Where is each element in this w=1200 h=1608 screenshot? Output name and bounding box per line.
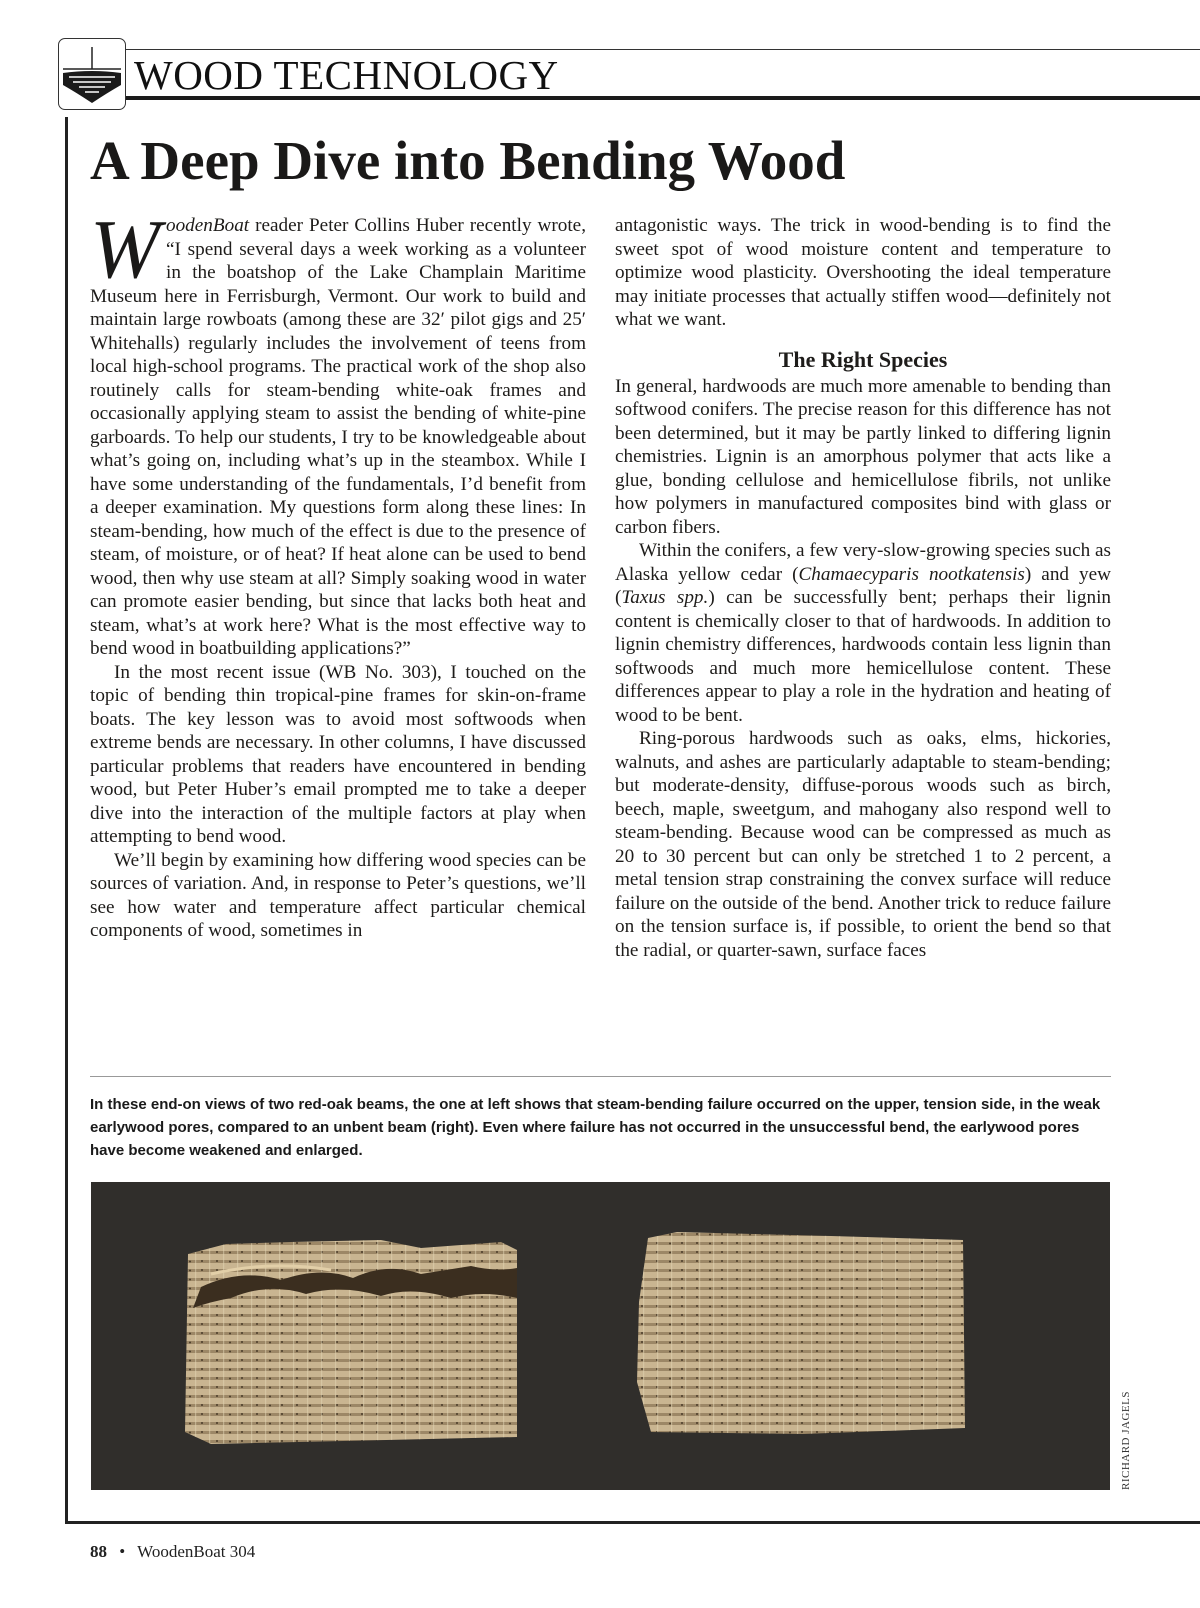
article-column-right bbox=[615, 214, 1111, 962]
boat-logo-icon bbox=[58, 38, 126, 110]
drop-cap: W bbox=[90, 203, 160, 296]
header-rule-top bbox=[118, 49, 1200, 50]
paragraph bbox=[615, 539, 1111, 727]
article-column-left bbox=[90, 203, 586, 943]
paragraph: We’ll begin by examining how differing wood species can be sources of variation. And, in response to Peter’s questions, we’ll see how water and temperature affect particular chemical components of wood, sometimes in bbox=[90, 849, 586, 941]
footer-separator: • bbox=[119, 1542, 126, 1561]
paragraph: In general, hardwoods are much more amenable to bending than softwood conifers. The precise reason for this difference has not been determined, but it may be partly linked to differing lignin chemistries. Lignin is an amorphous polymer that acts like a glue, bonding cellulose and hemicellulose fibrils, not unlike how polymers in manufactured composites bind with glass or carbon fibers. bbox=[615, 375, 1111, 538]
species-name: Chamaecyparis nootkatensis bbox=[798, 563, 1025, 585]
paragraph-text: ) and yew ( bbox=[615, 563, 1111, 608]
paragraph-text: ) can be successfully bent; perhaps their lignin content is chemically closer to that of hardwoods. In addition to lignin chemistry differences, hardwoods contain less lignin than softwoods and much more hemicellulose content. These differences appear to play a role in the hydration and heating of wood to be bent. bbox=[615, 587, 1111, 726]
article-headline: A Deep Dive into Bending Wood bbox=[90, 130, 846, 191]
paragraph-text: Within the conifers, a few very-slow-growing species such as Alaska yellow cedar ( bbox=[615, 540, 1111, 585]
publication-name: oodenBoat bbox=[165, 215, 250, 236]
unbent-beam bbox=[637, 1232, 965, 1434]
oak-beams-photo bbox=[91, 1182, 1110, 1490]
page-frame-left bbox=[65, 117, 68, 1524]
paragraph-text: reader Peter Collins Huber recently wrote, “I spend several days a week working as a volunteer in the boatshop of the Lake Champlain Maritime Museum here in Ferrisburgh, Vermont. Our work to build and maintain large rowboats (among these are 32′ pilot gigs and 25′ Whitehalls) regularly includes the involvement of teens from local high-school programs. The practical work of the shop also routinely calls for steam-bending white-oak frames and occasionally applying steam to assist the bending of white-pine garboards. To help our students, I try to be knowledgeable about what’s going on, including what’s up in the steambox. While I have some understanding of the fundamentals, I’d benefit from a deeper examination. My questions form along these lines: In steam-bending, how much of the effect is due to the presence of steam, of moisture, or of heat? If heat alone can be used to bend wood, then why use steam at all? Simply soaking wood in water can promote easier bending, but since that lacks both heat and steam, what’s at work here? What is the most effective way to bend wood in boatbuilding applications?” bbox=[90, 215, 586, 659]
page-frame-bottom bbox=[65, 1521, 1200, 1524]
caption-rule bbox=[90, 1076, 1111, 1077]
section-title: WOOD TECHNOLOGY bbox=[134, 52, 559, 98]
paragraph: antagonistic ways. The trick in wood-bending is to find the sweet spot of wood moisture content and temperature to optimize wood plasticity. Overshooting the ideal temperature may initiate processes that actually stiffen wood—definitely not what we want. bbox=[615, 215, 1111, 330]
paragraph: In the most recent issue (WB No. 303), I touched on the topic of bending thin tropical-pine frames for skin-on-frame boats. The key lesson was to avoid most softwoods when extreme bends are necessary. In other columns, I have discussed particular problems that readers have encountered in bending wood, but Peter Huber’s email prompted me to take a deeper dive into the interaction of the multiple factors at play when attempting to bend wood. bbox=[90, 661, 586, 847]
page-number: 88 bbox=[90, 1542, 107, 1561]
figure-caption: In these end-on views of two red-oak beams, the one at left shows that steam-bending failure occurred on the upper, tension side, in the weak earlywood pores, compared to an unbent beam (right). Even where failure has not occurred in the unsuccessful bend, the earlywood pores have become weakened and enlarged. bbox=[90, 1096, 1101, 1159]
page-footer bbox=[90, 1542, 255, 1562]
paragraph: Ring-porous hardwoods such as oaks, elms, hickories, walnuts, and ashes are particularly adaptable to steam-bending; but moderate-density, diffuse-porous woods such as birch, beech, maple, sweetgum, and mahogany also respond well to steam-bending. Because wood can be compressed as much as 20 to 30 percent but can only be stretched 1 to 2 percent, a metal tension strap constraining the convex surface will reduce failure on the outside of the bend. Another trick to reduce failure on the tension surface is, if possible, to orient the bend so that the radial, or quarter-sawn, surface faces bbox=[615, 728, 1111, 961]
publication-issue: WoodenBoat 304 bbox=[137, 1542, 256, 1561]
failed-beam bbox=[185, 1240, 517, 1444]
species-name: Taxus spp. bbox=[621, 587, 709, 608]
photo-credit: RICHARD JAGELS bbox=[1120, 1391, 1132, 1490]
paragraph-intro bbox=[90, 203, 586, 661]
subheading: The Right Species bbox=[778, 346, 948, 372]
